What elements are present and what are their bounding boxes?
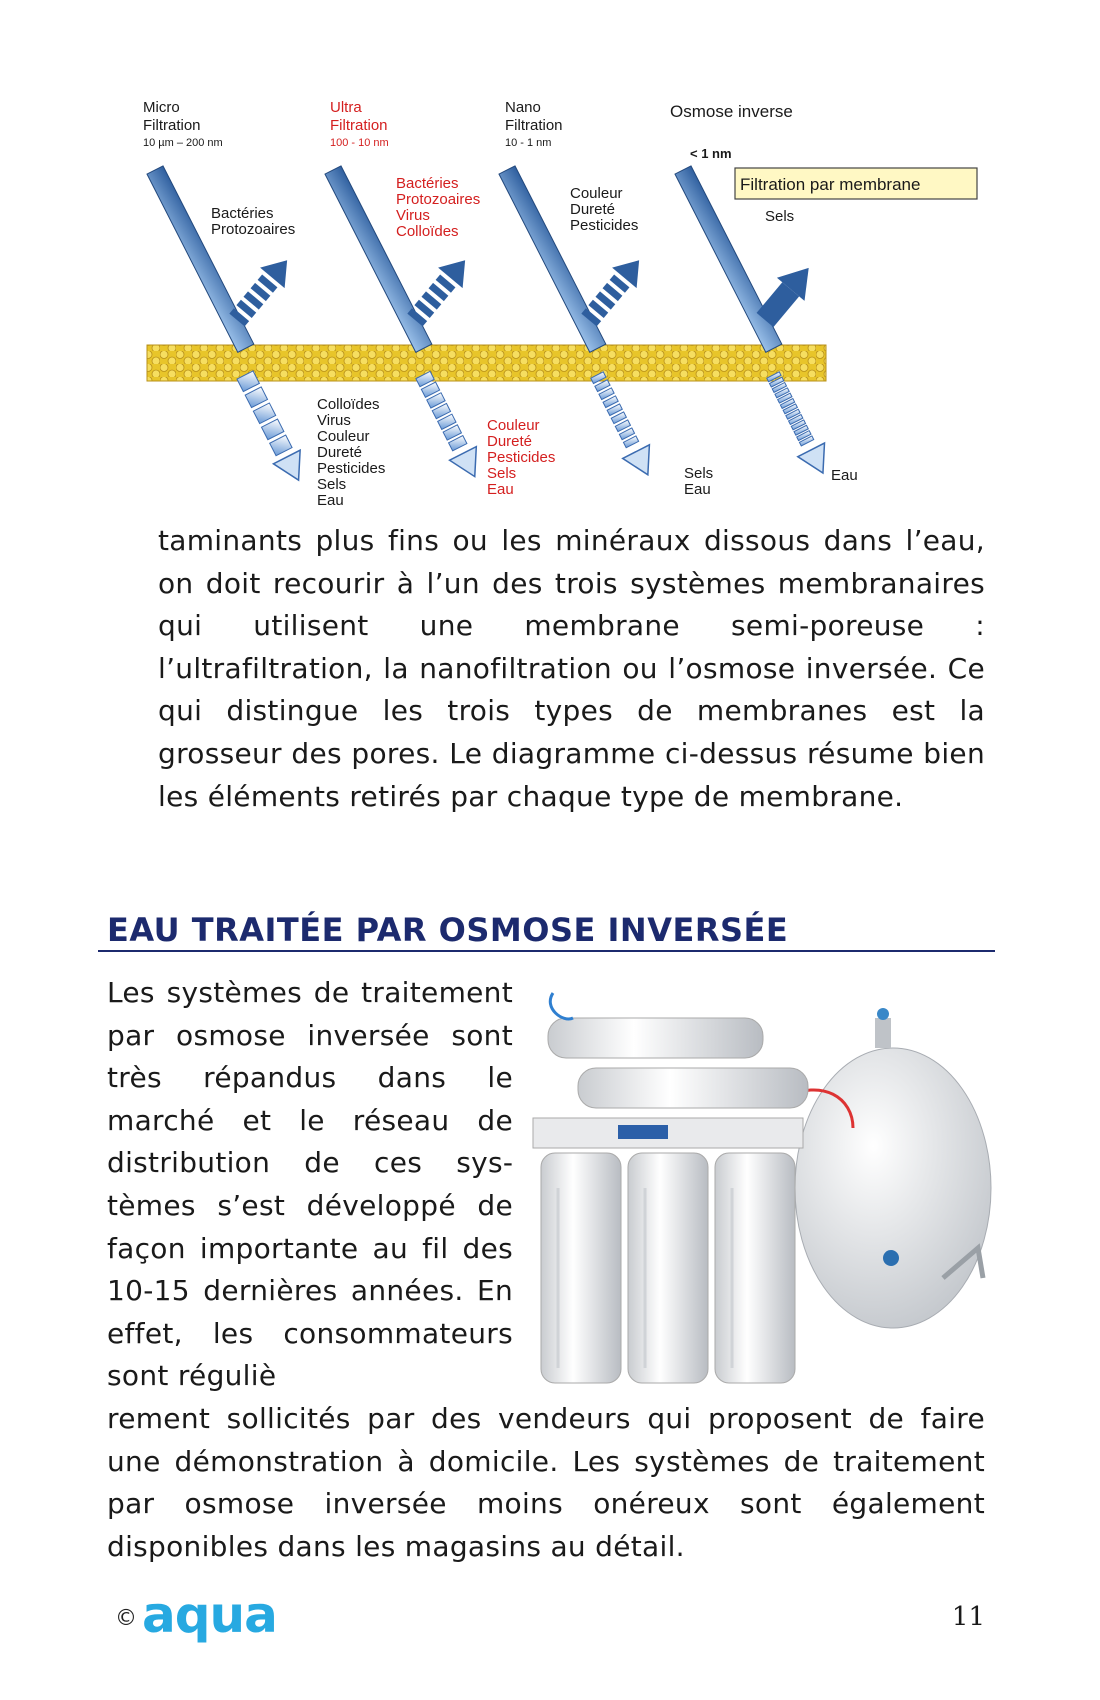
osmose-paragraph-part2: rement sollicités par des vendeurs qui proposent de faire une démonstration à domicile. Les systèmes de traitement par osmose inversée moins onéreux sont également disponibles dans les magasins au détail. [107,1402,985,1563]
inflow-arrow [147,166,254,352]
ro-system-image [523,978,995,1388]
retained-item: Colloïdes [396,223,459,240]
outflow-arrow [232,368,312,487]
passed-item: Eau [831,467,858,484]
section-heading: EAU TRAITÉE PAR OSMOSE INVERSÉE [107,911,789,949]
aqua-logo [142,1590,302,1648]
passed-item: Sels [487,465,517,482]
page-number: 11 [951,1602,985,1632]
passed-item: Colloïdes [317,396,380,413]
passed-item: Couleur [317,428,370,445]
copyright-symbol: © [115,1606,137,1631]
column-title-line: Filtration [143,117,201,134]
retained-item: Dureté [570,201,616,218]
retained-item: Couleur [570,185,623,202]
column-title-line: Micro [143,99,180,116]
membrane-callout: Filtration par membrane [740,175,921,194]
rejected-arrow [403,250,478,330]
column-title-line: Nano [505,99,541,116]
rejected-arrow [577,250,652,330]
passed-item: Pesticides [317,460,386,477]
retained-item: Protozoaires [211,221,296,238]
outflow-arrow [410,368,488,483]
diagram-column-reverse-osmosis [670,102,977,484]
osmose-paragraph-part1: Les systèmes de traitement par osmose inversée sont très répandus dans le marché et le réseau de distribution de ces systèmes s’est développé de façon importante au fil des 10-15 dernières années. En effet, les consommateurs sont réguliè [107,976,513,1393]
column-title-line: Filtration [330,117,388,134]
passed-item: Pesticides [487,449,556,466]
passed-item: Dureté [487,433,533,450]
passed-item: Sels [684,465,714,482]
pore-size-range: < 1 nm [690,146,732,161]
outflow-arrow [584,368,662,481]
column-title-line: Osmose inverse [670,102,793,121]
pore-size-range: 10 - 1 nm [505,137,552,149]
passed-item: Eau [317,492,344,509]
outflow-arrow [760,368,837,480]
passed-item: Eau [684,481,711,498]
retained-item: Protozoaires [396,191,481,208]
pore-size-range: 100 - 10 nm [330,137,389,149]
retained-item: Virus [396,207,430,224]
passed-item: Virus [317,412,351,429]
retained-item: Bactéries [396,175,459,192]
retained-item: Pesticides [570,217,639,234]
column-title-line: Ultra [330,99,362,116]
passed-item: Couleur [487,417,540,434]
heading-underline [98,950,995,952]
rejected-arrow [225,250,300,330]
retained-item: Sels [765,208,795,225]
passed-item: Eau [487,481,514,498]
filtration-diagram [0,0,1100,520]
pore-size-range: 10 µm – 200 nm [143,137,223,149]
column-title-line: Filtration [505,117,563,134]
intro-paragraph: taminants plus fins ou les minéraux dissous dans l’eau, on doit recourir à l’un des trois systèmes membranaires qui utilisent une membrane semi-poreuse : l’ultrafiltration, la nanofiltration ou l’osmose inversée. Ce qui distingue les trois types de membranes est la grosseur des pores. Le diagramme ci-dessus résume bien les éléments retirés par chaque type de membrane. [158,524,985,813]
retained-item: Bactéries [211,205,274,222]
passed-item: Dureté [317,444,363,461]
diagram-column-micro [143,99,385,509]
passed-item: Sels [317,476,347,493]
logo-wordmark: aqua [142,1590,277,1644]
